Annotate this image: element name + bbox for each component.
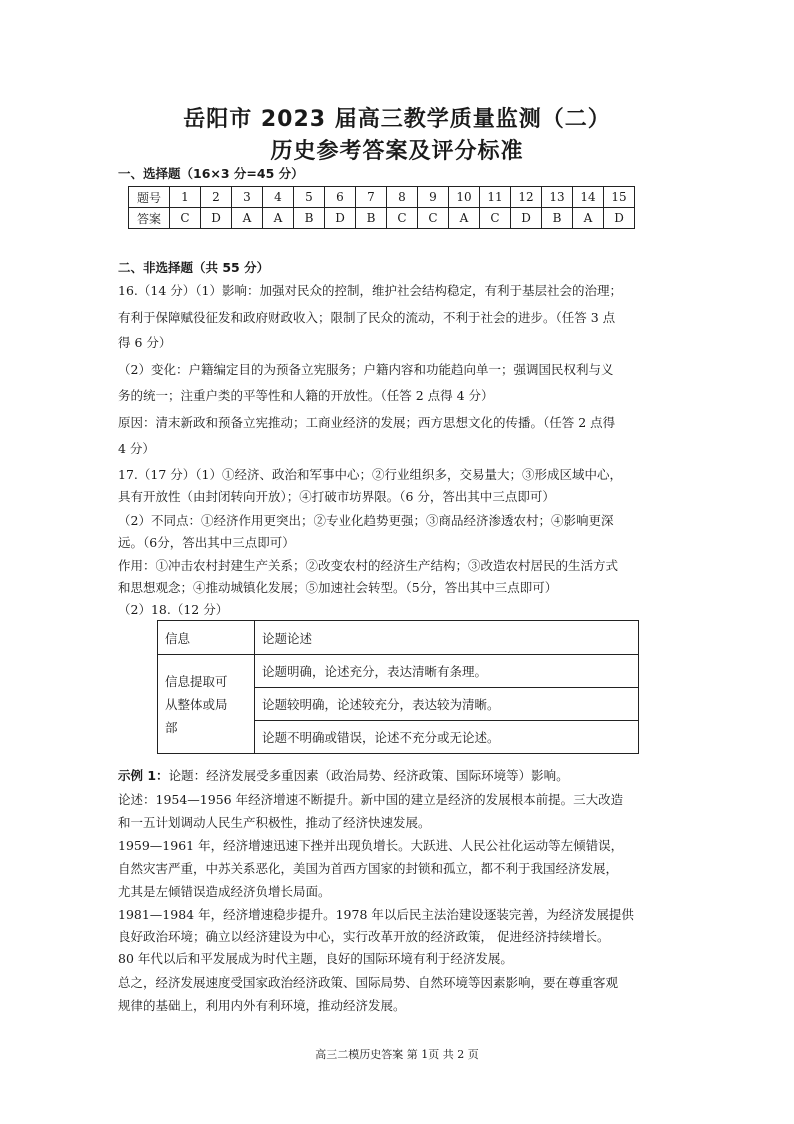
answer-cell: D (604, 208, 635, 229)
answer-cell: C (170, 208, 201, 229)
example-line: 尤其是左倾错误造成经济负增长局面。 (118, 884, 331, 899)
answer-cell: B (356, 208, 387, 229)
rubric-header-row (158, 621, 639, 655)
answer-row (129, 208, 635, 229)
example-first-line (118, 767, 678, 784)
rubric-info-cell (158, 655, 255, 754)
example-line: 总之，经济发展速度受国家政治经济政策、国际局势、自然环境等因素影响，要在尊重客观 (118, 975, 619, 990)
example-line: 80 年代以后和平发展成为时代主题，良好的国际环境有利于经济发展。 (118, 951, 513, 966)
question-number: 12 (511, 187, 542, 208)
q17-line: 远。（6分，答出其中三点即可） (118, 535, 295, 550)
q16-line: 16.（14 分）（1）影响：加强对民众的控制，维护社会结构稳定，有利于基层社会的治理； (118, 283, 622, 298)
rubric-level-row (158, 655, 639, 688)
page-footer: 高三二模历史答案 第 1页 共 2 页 (315, 1048, 479, 1061)
example-line: 自然灾害严重，中苏关系恶化，美国为首西方国家的封锁和孤立，都不利于我国经济发展， (118, 861, 619, 876)
question-number: 1 (170, 187, 201, 208)
answer-cell: D (325, 208, 356, 229)
answer-cell: A (263, 208, 294, 229)
question-number: 11 (480, 187, 511, 208)
answer-cell: D (511, 208, 542, 229)
question-number: 13 (542, 187, 573, 208)
rubric-info-line: 从整体或局 (165, 696, 228, 712)
q18-heading: （2）18.（12 分） (118, 602, 229, 617)
rubric-level: 论题明确，论述充分，表达清晰有条理。 (255, 655, 639, 688)
question-number-row (129, 187, 635, 208)
answer-cell: C (387, 208, 418, 229)
question-number: 7 (356, 187, 387, 208)
rubric-header-info: 信息 (158, 621, 255, 655)
question-number: 8 (387, 187, 418, 208)
answer-cell: A (232, 208, 263, 229)
q17-line: （2）不同点：①经济作用更突出；②专业化趋势更强；③商品经济渗透农村；④影响更深 (118, 513, 614, 528)
answer-cell: C (418, 208, 449, 229)
question-number: 15 (604, 187, 635, 208)
section-2-heading: 二、非选择题（共 55 分） (118, 260, 270, 275)
q16-line: 4 分） (118, 441, 155, 456)
question-number: 3 (232, 187, 263, 208)
rubric-info-line: 信息提取可 (165, 673, 228, 689)
example-line: 和一五计划调动人民生产积极性，推动了经济快速发展。 (118, 815, 431, 830)
question-number: 14 (573, 187, 604, 208)
q16-line: 务的统一；注重户类的平等性和人籍的开放性。（任答 2 点得 4 分） (118, 388, 494, 403)
q16-line: （2）变化：户籍编定目的为预备立宪服务；户籍内容和功能趋向单一；强调国民权利与义 (118, 362, 614, 377)
example-line: 1959—1961 年，经济增速迅速下挫并出现负增长。大跃进、人民公社化运动等左倾错误， (118, 838, 624, 853)
example-line: 1981—1984 年，经济增速稳步提升。1978 年以后民主法治建设逐装完善，为经济发展提供 (118, 907, 634, 922)
example-line: 良好政治环境；确立以经济建设为中心，实行改革开放的经济政策， 促进经济持续增长。 (118, 929, 610, 944)
q16-line: 有利于保障赋役征发和政府财政收入；限制了民众的流动，不利于社会的进步。（任答 3 点 (118, 310, 616, 325)
rubric-info-line: 部 (165, 719, 178, 735)
answer-cell: B (542, 208, 573, 229)
q16-line: 得 6 分） (118, 335, 172, 350)
q17-line: 和思想观念；④推动城镇化发展；⑤加速社会转型。（5分，答出其中三点即可） (118, 580, 558, 595)
page-subtitle: 历史参考答案及评分标准 (270, 139, 524, 164)
example-label: 示例 1： (118, 768, 169, 783)
question-number: 5 (294, 187, 325, 208)
example-line: 论述：1954—1956 年经济增速不断提升。新中国的建立是经济的发展根本前提。三大改造 (118, 792, 624, 807)
example-thesis: 论题：经济发展受多重因素（政治局势、经济政策、国际环境等）影响。 (168, 768, 569, 783)
q17-line: 17.（17 分）（1）①经济、政治和军事中心；②行业组织多，交易量大；③形成区域中心， (118, 467, 622, 482)
rubric-level: 论题较明确，论述较充分，表达较为清晰。 (255, 688, 639, 721)
q17-line: 具有开放性（由封闭转向开放）；④打破市坊界限。（6 分，答出其中三点即可） (118, 489, 555, 504)
rubric-level: 论题不明确或错误，论述不充分或无论述。 (255, 721, 639, 754)
question-number: 6 (325, 187, 356, 208)
row-label-answer: 答案 (129, 208, 170, 229)
example-line: 规律的基础上，利用内外有利环境，推动经济发展。 (118, 998, 406, 1013)
question-number: 2 (201, 187, 232, 208)
q16-line: 原因：清末新政和预备立宪推动；工商业经济的发展；西方思想文化的传播。（任答 2 点得 (118, 415, 616, 430)
page-title: 岳阳市 2023 届高三教学质量监测（二） (183, 107, 611, 132)
question-number: 10 (449, 187, 480, 208)
scoring-rubric-table (157, 620, 639, 754)
answer-cell: D (201, 208, 232, 229)
question-number: 9 (418, 187, 449, 208)
section-1-heading: 一、选择题（16×3 分=45 分） (118, 166, 304, 181)
answer-cell: C (480, 208, 511, 229)
row-label-number: 题号 (129, 187, 170, 208)
answer-cell: A (449, 208, 480, 229)
q17-line: 作用：①冲击农村封建生产关系；②改变农村的经济生产结构；③改造农村居民的生活方式 (118, 558, 619, 573)
answer-cell: B (294, 208, 325, 229)
multiple-choice-answer-table (128, 186, 635, 229)
rubric-header-argument: 论题论述 (255, 621, 639, 655)
answer-cell: A (573, 208, 604, 229)
question-number: 4 (263, 187, 294, 208)
